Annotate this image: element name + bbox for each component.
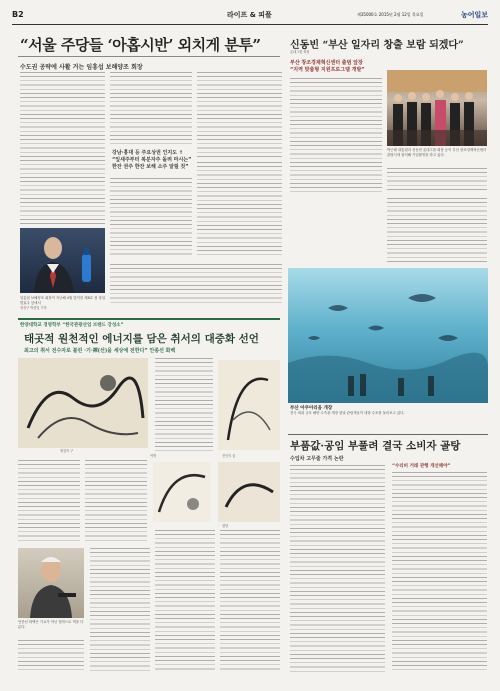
art-caption-mid: 여명 xyxy=(150,454,157,458)
right-text-col2 xyxy=(387,168,487,193)
article-text-col3 xyxy=(197,72,282,157)
feature-text-col7 xyxy=(18,640,84,673)
article-text-col1 xyxy=(20,72,105,227)
bottom-right-text-col1 xyxy=(290,465,385,673)
divider-bottom xyxy=(288,434,488,435)
aquarium-photo xyxy=(288,268,488,403)
section-name: 라이프 & 피플 xyxy=(227,11,272,19)
ink-painting-left xyxy=(18,358,148,448)
article-text-col3b xyxy=(197,162,282,258)
page-number: B2 xyxy=(12,10,24,19)
portrait-caption: 안종선 화백은 기교가 아닌 철학으로 먹을 다룬다. xyxy=(18,620,84,629)
issue-date: 제35000호 2015년 2월 12일 목요일 xyxy=(357,12,424,17)
ink-painting-mid xyxy=(153,462,211,522)
art-caption-left: 영감의 구 xyxy=(60,449,74,453)
photo-caption: 임흥섭 보해양조 회장이 지난해 4월 맞이한 제8호 첫 창업 발효주 앞에서 xyxy=(20,296,105,305)
kicker-right: 롯데그룹 회장 xyxy=(290,50,310,54)
feature-text-col2 xyxy=(18,460,80,544)
newspaper-logo: 농어일보 xyxy=(460,10,488,19)
feature-subheadline: 최고의 취서 전수자로 불린 ·기·禪(선)을 세상에 전한다” 안종선 화백 xyxy=(24,348,176,354)
headline-main: “서울 주당들 ‘아홉시반’ 외치게 분투” xyxy=(20,36,261,54)
feature-text-col xyxy=(155,358,213,453)
divider xyxy=(18,56,280,57)
byline: 정성구 박종일 기자 xyxy=(20,306,47,310)
subheadline-right: 부산 창조경제혁신센터 출범 앞장 “지역 맞춤형 지원프로그램 개발” xyxy=(290,60,365,73)
feature-text-col4 xyxy=(90,548,150,673)
art-caption-right2: 청담 xyxy=(222,524,229,528)
right-text-col1 xyxy=(290,78,382,193)
subheadline: 수도권 공략에 사활 거는 임흥섭 보해양조 회장 xyxy=(20,64,143,71)
right-text-col2b xyxy=(387,198,487,263)
subheadline-bottom-right: 수입차 고무줄 가격 논란 xyxy=(290,456,344,462)
ceremony-photo xyxy=(387,70,487,146)
side-subheadline: “수리비 거래 관행 개선해야” xyxy=(392,464,451,469)
ceremony-caption: 박근혜 대통령과 신동빈 롯데그룹 회장 등이 부산 창조경제혁신센터 출범식에 참석해 기념촬영을 하고 있다. xyxy=(387,148,487,157)
artist-portrait xyxy=(18,548,84,618)
feature-text-col5 xyxy=(155,530,215,673)
feature-kicker: 한양대학교 경영학부 “한국관광산업 브랜드 강성소” xyxy=(20,323,124,328)
feature-headline: 태곳적 원천적인 에너지를 담은 취서의 대중화 선언 xyxy=(24,333,259,345)
art-caption-right: 진인의 꿈 xyxy=(222,454,236,458)
ink-painting-small xyxy=(218,360,280,450)
article-text-col2b xyxy=(110,178,192,258)
headline-right: 신동빈 “부산 일자리 창출 보람 되겠다” xyxy=(290,40,464,51)
ceo-photo xyxy=(20,228,105,293)
headline-bottom-right: 부품값·공임 부풀려 결국 소비자 골탕 xyxy=(290,440,461,452)
article-text-bottom xyxy=(110,264,282,304)
feature-text-col3 xyxy=(85,460,147,544)
bottom-right-text-col2 xyxy=(392,472,487,673)
ink-painting-right xyxy=(218,462,280,522)
aquarium-caption: 전국 최대 규모 해양 수족관 개장 첫날 관람객들이 대형 수조를 둘러보고 있다. xyxy=(290,411,405,415)
feature-text-col6 xyxy=(220,530,280,673)
aquarium-headline: 부산 아쿠아리움 개장 xyxy=(290,406,333,411)
feature-kicker-bar xyxy=(18,318,280,330)
page-header xyxy=(12,10,488,25)
article-text-col2 xyxy=(110,72,192,144)
pull-quote: 강남·홍대 등 주요상권 인지도 ↑ “잎새주부터 복분자주 돌려 마시는” 한잔 권주 한잔 보해 소주 알릴 것” xyxy=(112,150,192,170)
